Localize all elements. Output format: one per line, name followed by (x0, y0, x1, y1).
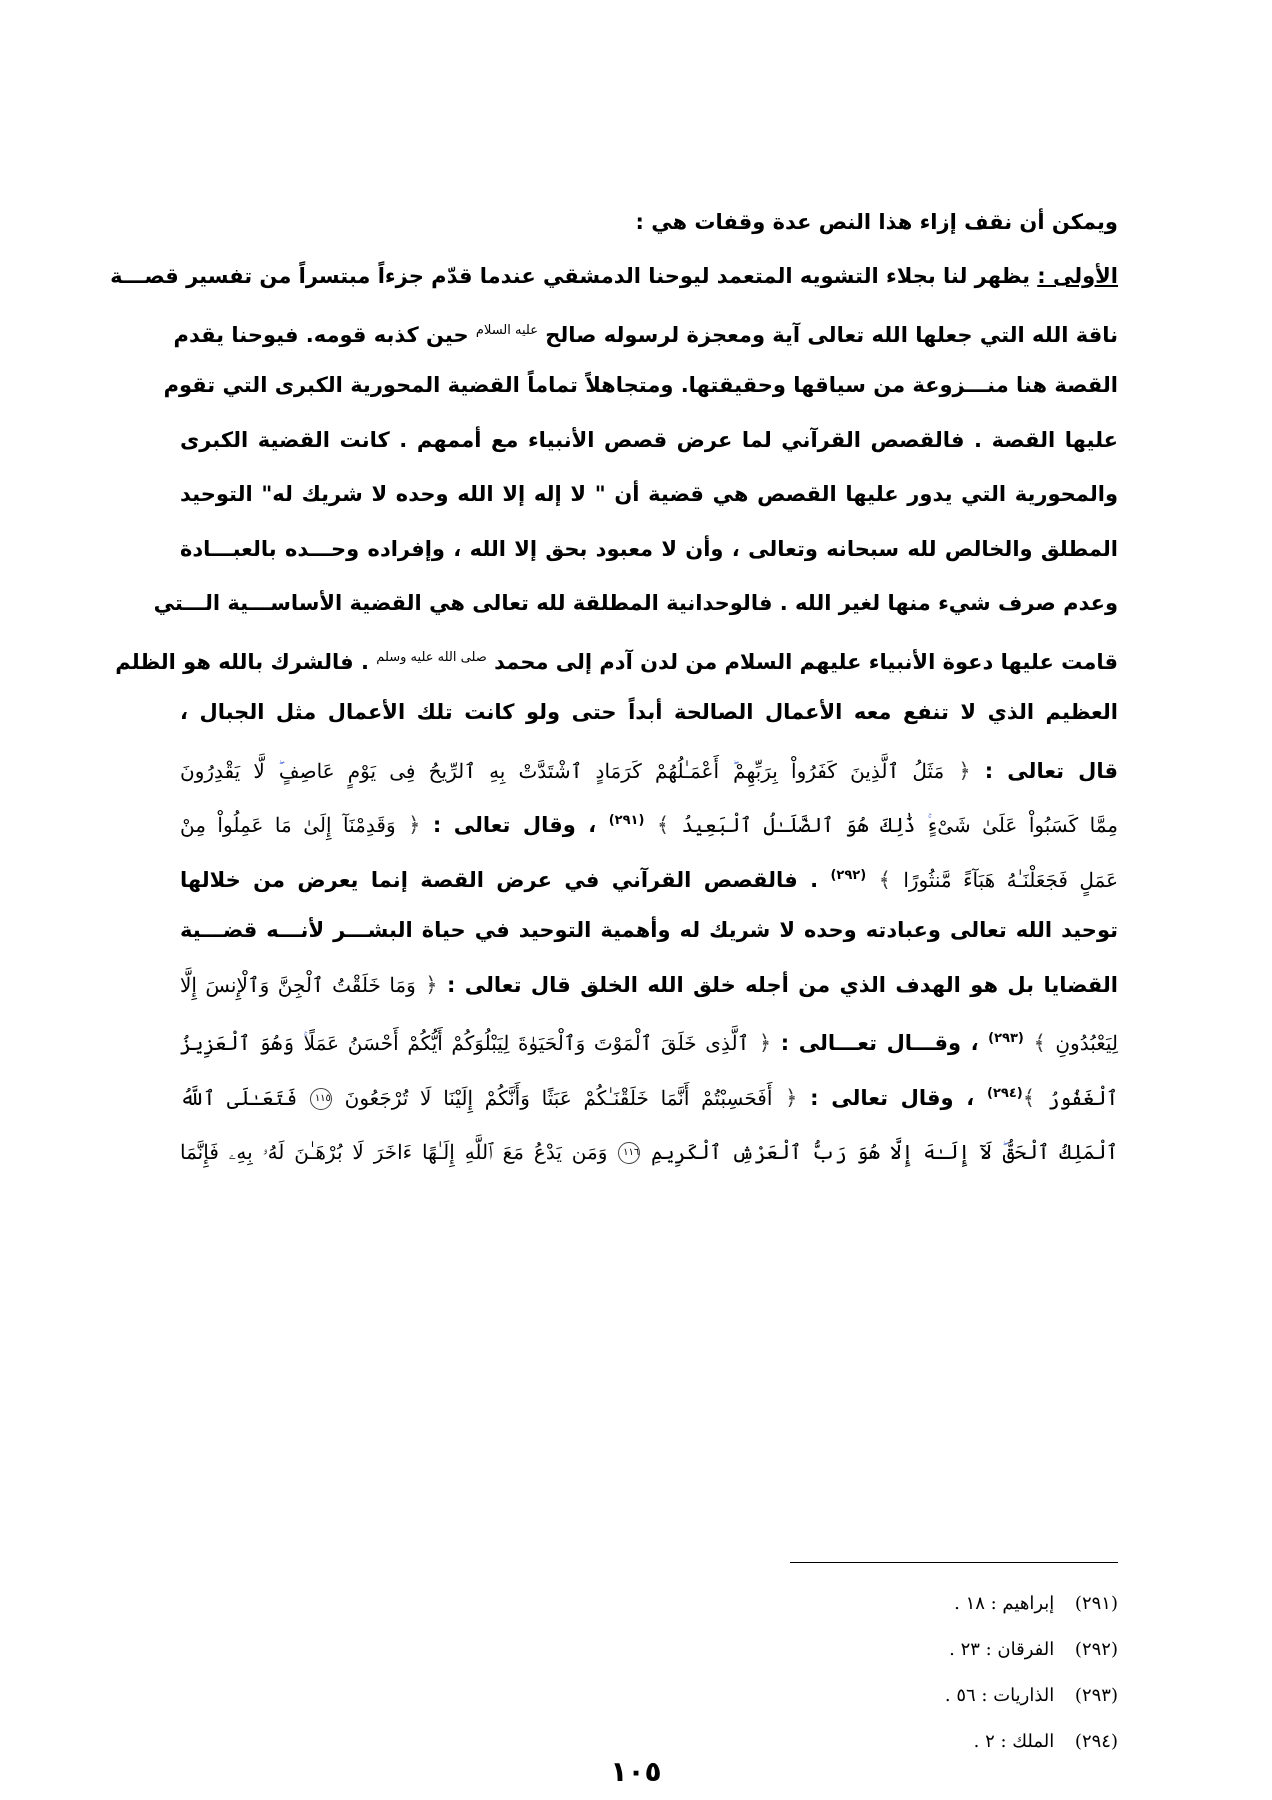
quran-verse: ٱلَّذِى خَلَقَ ٱلْمَوْتَ وَٱلْحَيَوٰةَ لِيَبْلُوَكُمْ أَيُّكُمْ أَحْسَنُ عَمَلًا (303, 1031, 750, 1055)
ornate-bracket-open-icon: ﴿ (958, 759, 971, 783)
intro-text: ويمكن أن نقف إزاء هذا النص عدة وقفات هي : (635, 210, 1118, 234)
footnote-294 (974, 1728, 1118, 1756)
body-line-6 (180, 529, 1118, 569)
body-line-7 (153, 583, 1118, 623)
quran-line-5 (180, 1019, 1118, 1063)
quran-verse: وَمَن يَدْعُ مَعَ ٱللَّهِ إِلَـٰهًا ءَاخَرَ لَا بُرْهَـٰنَ لَهُۥ بِهِۦ فَإِنَّمَا (180, 1140, 608, 1164)
body-text: قامت عليها دعوة الأنبياء عليهم السلام من لدن آدم إلى محمد (494, 650, 1118, 674)
body-text: توحيد الله تعالى وعبادته وحده لا شريك له وأهمية التوحيد في حياة البشـــر لأنـــه قضـــية (180, 918, 1118, 942)
ornate-bracket-close-icon: ﴾ (1022, 1086, 1036, 1110)
body-text: ناقة الله التي جعلها الله تعالى آية ومعجزة لرسوله صالح (545, 323, 1118, 347)
body-line-10 (180, 910, 1118, 950)
body-line-3 (163, 365, 1118, 405)
ayah-number-icon: ١١٦ (618, 1142, 640, 1164)
footnote-number: (٢٩١) (1074, 1593, 1118, 1614)
quran-verse: أَعْمَـٰلُهُمْ كَرَمَادٍ ٱشْتَدَّتْ بِهِ ٱلرِّيحُ فِى يَوْمٍ عَاصِفٍ (278, 759, 720, 783)
ornate-bracket-open-icon: ﴿ (408, 813, 421, 837)
footnote-number: (٢٩٤) (1074, 1731, 1118, 1752)
footnote-ref-294[interactable]: (٢٩٤) (987, 1086, 1023, 1101)
quran-verse: ذَٰلِكَ هُوَ ٱلضَّلَـٰلُ ٱلْبَعِيدُ (681, 813, 916, 837)
intro-line (180, 202, 1118, 242)
footnote-text: إبراهيم : ١٨ . (954, 1593, 1055, 1614)
body-text: يظهر لنا بجلاء التشويه المتعمد ليوحنا الدمشقي عندما قدّم جزءاً مبتسراً من تفسير قصـــة (110, 264, 1030, 288)
quran-line-7 (180, 1128, 1118, 1172)
point-label: الأولى : (1037, 264, 1118, 288)
quran-line-3 (180, 856, 1118, 900)
footnote-ref-293[interactable]: (٢٩٣) (988, 1031, 1024, 1046)
quote-intro: ، وقال تعالى : (810, 1086, 975, 1110)
footnote-text: الفرقان : ٢٣ . (949, 1639, 1055, 1660)
footnote-293 (945, 1682, 1118, 1710)
ornate-bracket-open-icon: ﴿ (425, 973, 438, 997)
footnote-ref-291[interactable]: (٢٩١) (608, 813, 645, 828)
quran-line-6 (180, 1074, 1118, 1118)
body-line-2 (173, 311, 1118, 355)
quran-line-2 (180, 801, 1118, 845)
footnote-number: (٢٩٢) (1074, 1639, 1118, 1660)
body-text: وعدم صرف شيء منها لغير الله . فالوحدانية المطلقة لله تعالى هي القضية الأساســـية الـــتي (153, 591, 1118, 615)
quran-verse: أَفَحَسِبْتُمْ أَنَّمَا خَلَقْنَـٰكُمْ عَبَثًا وَأَنَّكُمْ إِلَيْنَا لَا تُرْجَعُونَ (344, 1086, 773, 1110)
body-text: . فالشرك بالله هو الظلم (115, 650, 369, 674)
quote-intro: ، وقـــال تعـــالى : (780, 1031, 979, 1055)
quran-line-1 (180, 747, 1118, 791)
footnote-separator (790, 1562, 1118, 1563)
body-text: عليها القصة . فالقصص القرآني لما عرض قصص الأنبياء مع أممهم . كانت القضية الكبرى (180, 428, 1118, 452)
ornate-bracket-close-icon: ﴾ (1033, 1031, 1046, 1055)
footnote-text: الملك : ٢ . (973, 1731, 1055, 1752)
footnote-291 (954, 1590, 1118, 1618)
quran-verse: فَتَعَـٰلَى ٱللَّهُ (180, 1086, 298, 1110)
footnote-number: (٢٩٣) (1074, 1685, 1118, 1706)
body-line-9 (180, 692, 1118, 732)
quran-verse: لَآ إِلَـٰهَ إِلَّا هُوَ رَبُّ ٱلْعَرْشِ ٱلْكَرِيمِ (651, 1140, 992, 1164)
quran-verse: ٱلْغَفُورُ (1047, 1086, 1119, 1110)
body-text: القضايا بل هو الهدف الذي من أجله خلق الله الخلق قال تعالى : (446, 973, 1119, 997)
honorific-ligature: صلى الله عليه وسلم (376, 650, 487, 665)
ornate-bracket-close-icon: ﴾ (878, 868, 891, 892)
body-text: العظيم الذي لا تنفع معه الأعمال الصالحة أبداً حتى ولو كانت تلك الأعمال مثل الجبال ، (180, 700, 1118, 724)
honorific-ligature: عليه السلام (475, 323, 538, 338)
footnote-text: الذاريات : ٥٦ . (944, 1685, 1055, 1706)
quran-verse: مِمَّا كَسَبُواْ عَلَىٰ شَىْءٍ (927, 813, 1119, 837)
quran-verse: لَّا يَقْدِرُونَ (180, 759, 265, 783)
quran-verse: لِيَعْبُدُونِ (1055, 1031, 1118, 1055)
quote-intro: قال تعالى : (984, 759, 1119, 783)
ayah-number-icon: ١١٥ (310, 1088, 332, 1110)
body-text: والمحورية التي يدور عليها القصص هي قضية أن " لا إله إلا الله وحده لا شريك له" التوحيد (180, 482, 1118, 506)
quran-verse: مَثَلُ ٱلَّذِينَ كَفَرُواْ بِرَبِّهِمْ (733, 759, 945, 783)
ornate-bracket-close-icon: ﴾ (656, 813, 670, 837)
quran-verse: وَهُوَ ٱلْعَزِيزُ (180, 1031, 295, 1055)
body-text: حين كذبه قومه. فيوحنا يقدم (173, 323, 469, 347)
body-text: القصة هنا منـــزوعة من سياقها وحقيقتها. ومتجاهلاً تماماً القضية المحورية الكبرى التي تقوم (163, 373, 1118, 397)
quran-verse: وَمَا خَلَقْتُ ٱلْجِنَّ وَٱلْإِنسَ إِلَّا (180, 973, 416, 997)
ornate-bracket-open-icon: ﴿ (785, 1086, 798, 1110)
body-line-8 (115, 638, 1118, 682)
quran-verse: وَقَدِمْنَآ إِلَىٰ مَا عَمِلُواْ مِنْ (180, 813, 396, 837)
body-line-4 (180, 420, 1118, 460)
body-text: المطلق والخالص لله سبحانه وتعالى ، وأن لا معبود بحق إلا الله ، وإفراده وحـــده بالعبـــادة (180, 537, 1118, 561)
quran-verse: ٱلْمَلِكُ ٱلْحَقُّ (1002, 1140, 1119, 1164)
body-line-5 (180, 474, 1118, 514)
body-line-1 (110, 256, 1118, 296)
ornate-bracket-open-icon: ﴿ (758, 1031, 772, 1055)
footnote-292 (949, 1636, 1118, 1664)
quran-line-4 (180, 965, 1118, 1005)
footnote-ref-292[interactable]: (٢٩٢) (830, 868, 867, 883)
quote-intro: ، وقال تعالى : (432, 813, 597, 837)
page-number: ١٠٥ (610, 1755, 662, 1788)
quran-verse: عَمَلٍ فَجَعَلْنَـٰهُ هَبَآءً مَّنثُورًا (903, 868, 1119, 892)
body-text: . فالقصص القرآني في عرض القصة إنما يعرض من خلالها (180, 868, 819, 892)
